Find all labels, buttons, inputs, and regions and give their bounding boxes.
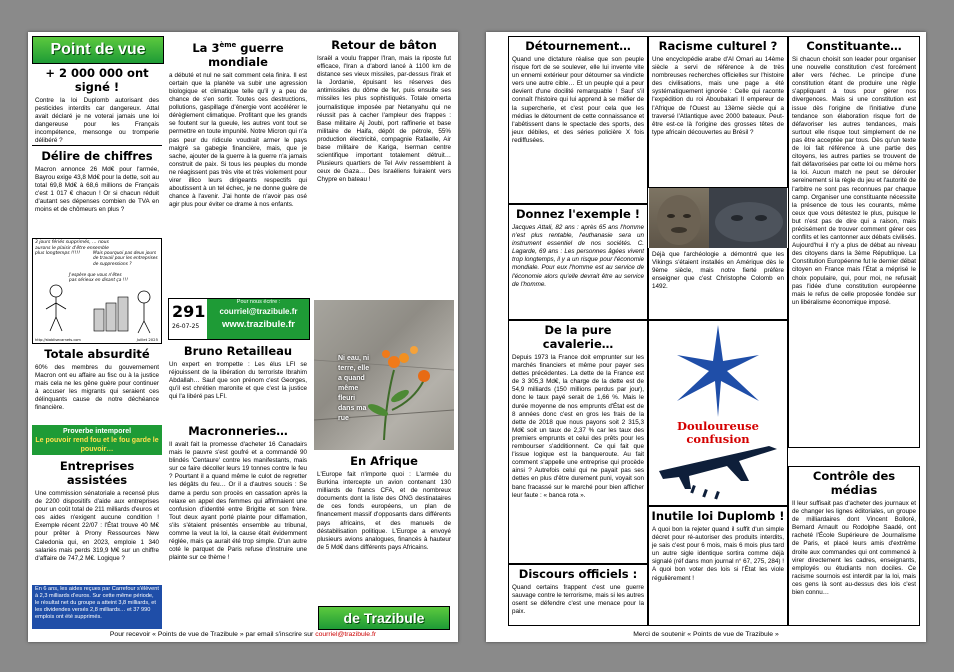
article-retailleau-title: Bruno Retailleau bbox=[183, 344, 293, 358]
article-guerre-body: a débuté et nul ne sait comment cela finira. Il est certain que la planète va subir une agression biologique et climatique telle qu'il y a peu de chance de s'en sortir. Toutes ces destructions, pollutions, gaspillage d'énergie vont accélérer le dérèglement climatique. Profitant que les grands se foutent sur la gueule, les autres vont tout se permettre en toute impunité. Notre Micron qui n'a pas peur du ridicule voudrait armer le pays malgré sa gabegie financière, mais, que je sache, ajouter de la guerre à la guerre n'a jamais construit de paix. Si tous les peuples du monde ne réagissent pas très vite et très violement pour virer illico leurs dirigeants respectifs qui aboutissent à un tel échec, je ne donne guère de chance à l'avenir. J'ai honte de n'avoir pas osé agir plus pour éviter ce drame à nos enfants. bbox=[169, 71, 307, 209]
article-macronneries bbox=[166, 422, 310, 630]
article-afrique-title: En Afrique bbox=[350, 454, 418, 468]
article-baton-body: Israël a voulu frapper l'Iran, mais la riposte fut efficace, l'Iran a d'abord lancé à 1100 km de distance ses vieux missiles, par-dessus l'Irak et la Jordanie, épuisant les réserves des antimissiles du dôme de fer, puis ensuite ses missiles les plus sophistiqués. Totale omerta journalistique imposée par Netanyahu qui ne réussit pas à cacher l'ampleur des frappes : Base militaire Aj Joubi, port raffinerie et base militaire de Haifa, dépôt de pétrole, 55% production électricité, compagnie Rafaelle, Air base militaire de Kariga, Iserman centre scientifique important totalement détruit… Plusieurs quartiers de Tel Aviv ressemblent à ceux de Gaza… Des Israéliens fuiraient vers Chypre en bateau ! bbox=[317, 55, 451, 184]
article-afrique-body: L'Europe fait n'importe quoi : L'armée du Burkina intercepte un avion contenant 130 milliards de francs CFA, et de nombreux documents dont la liste des ONG destinataires de ces fonds européens, un plan de financement massif d'opposants dans différents pays africains, et des manuels de déstabilisation politique. L'Europe a envoyé plusieurs avions analogues, financés à hauteur de 5 Md€ dans différents pays Africains. bbox=[317, 471, 451, 551]
article-detournement-title: Détournement… bbox=[525, 39, 631, 53]
article-medias bbox=[788, 466, 920, 626]
cartoon-drawing bbox=[34, 279, 162, 339]
confusion-drawing bbox=[649, 321, 787, 505]
left-footer-email[interactable]: courriel@trazibule.fr bbox=[315, 631, 377, 638]
article-signatures bbox=[32, 64, 162, 146]
article-duplomb-body: A quoi bon la rejeter quand il suffit d'un simple décret pour ré-autoriser des produits interdits, je sais c'est pour 6 mois, mais 6 mois plus tard un autre sigle identique sortira comme déjà signalé (réf dans mon journal n° 67, 275, 284) ! A quoi bon voter des lois si l'État les viole régulièrement ! bbox=[652, 526, 784, 582]
article-entreprises-title: Entreprises assistées bbox=[59, 459, 135, 487]
article-duplomb bbox=[648, 506, 788, 626]
article-detournement bbox=[508, 36, 648, 204]
article-officiels-body: Quand certains frappent c'est une guerre sauvage contre le terrorisme, mais si les autres osent se défendre c'est une menace pour la paix. bbox=[512, 584, 644, 616]
article-retailleau-body: Un expert en trompette : Les élus LFI se réjouissent de la libération du terroriste Ibrahim Abdallah… Sauf que son prénom c'est Georges, qu'il est chrétien maronite et que c'est la justice qui l'a libéré pas LFI. bbox=[169, 361, 307, 401]
cartoon bbox=[32, 238, 162, 344]
left-footer-text: Pour recevoir « Points de vue de Trazibule » par email s'inscrire sur bbox=[109, 631, 314, 638]
article-detournement-body: Quand une dictature réalise que son peuple risque fort de se soulever, elle lui invente vite un ennemi extérieur pour détourner sa vindicte vers une autre cible… Et un peuple qui a peur devient d'une docilité remarquable ! Sauf s'il connaît l'histoire qui lui apprend à se méfier de la supercherie, et c'est pour cela que les médias le détournent de cette connaissance et l'abêtissent dans le spectacle des sports, des jeux débiles, et des séries policière X fois rediffusées. bbox=[512, 56, 644, 144]
article-officiels-title: Discours officiels : bbox=[518, 567, 638, 581]
article-baton bbox=[314, 36, 454, 298]
left-page bbox=[28, 32, 458, 642]
cartoon-caption-mid: Mais pourquoi pas deux jours de travail pour les entreprises de suppressions ? bbox=[93, 251, 158, 267]
article-officiels bbox=[508, 564, 648, 626]
carrefour-box bbox=[32, 585, 162, 629]
article-exemple-title: Donnez l'exemple ! bbox=[515, 207, 640, 221]
article-retailleau bbox=[166, 342, 310, 422]
article-duplomb-title: Inutile loi Duplomb ! bbox=[651, 509, 785, 523]
issue-info bbox=[168, 298, 310, 340]
article-chiffres bbox=[32, 147, 162, 237]
flower-drawing bbox=[314, 300, 454, 450]
article-medias-body: Il leur suffisait pas d'acheter des journaux et de changer les lignes éditoriales, un groupe de milliardaires dont Vincent Bolloré, Bernard Arnault ou Rodolphe Saadé, ont racheté l'École Supérieure de Journalisme de Paris, et placé leurs amis d'extrême droite aux commandes qui ont commencé à virer directement les cadres, enseignants, employés ou étudiants non dociles. Ce racisme sournois est interdit par la loi, mais ces gens là sont au-dessus des lois c'est bien connu… bbox=[792, 500, 916, 597]
article-racisme bbox=[648, 36, 788, 188]
article-macronneries-body: Il avait fait la promesse d'acheter 16 Canadairs mais le pauvre s'est goufré et a commandé 90 blindés 'Centaure' contre les manifestants, mais sur ce faire décoller leurs 19 tonnes contre le feu ? Pourtant il a quand même le culot de regretter les dégâts du feu… Or il a d'autres soucis : Se dame a perdu son procès en cassation après la relaxe en appel des femmes qui affirmaient une confusion d'identité entre Brigitte et son frère. Tout deux ayant porté plainte pour diffamation, s'ils s'étaient présentés ensemble au tribunal, comme la veut la loi, la cause était évidemment réglée, mais ça aurait été trop simple. D'un autre coté le parquet de Paris refuse d'instruire une plainte sur ce thème ! bbox=[169, 441, 307, 562]
article-cavalerie-title: De la pure cavalerie… bbox=[542, 323, 614, 351]
article-guerre-title: La 3ème guerre mondiale bbox=[192, 40, 284, 69]
article-constituante bbox=[788, 36, 920, 448]
article-chiffres-body: Macron annonce 26 Md€ pour l'armée, Bayrou exige 43,8 Md€ pour la dette, soit au total 69,8 Md€ à 68,6 millions de Français c'est 1 017 € chacun ! Or si chacun réduit d'autant ses dépenses combien de TVA en moins et de chômeurs en plus ? bbox=[35, 166, 159, 214]
article-macronneries-title: Macronneries… bbox=[188, 424, 288, 438]
cartoon-date: Juillet 2025 bbox=[136, 337, 158, 342]
article-archeologie-body: Déjà que l'archéologie a démontré que les Vikings s'étaient installés en Amérique dès le 9ème siècle, mais notre fierté préfère enseigner que c'est Christophe Colomb en 1492. bbox=[652, 251, 784, 291]
article-guerre bbox=[166, 36, 310, 296]
website-link[interactable]: www.trazibule.fr bbox=[221, 319, 296, 330]
write-to-label: Pour nous écrire : bbox=[236, 299, 281, 305]
article-racisme-body: Une encyclopédie arabe d'Al Omari au 14ème siècle a servi de référence à de très nombreuses recherches officielles sur l'histoire des civilisations, mais une page a été systématiquement ignorée : Celle qui raconte l'expédition du roi Aboubakari II empereur de l'Afrique de l'Ouest au 13ème siècle qui a traversé l'Atlantique avec 2000 bateaux. Peut-être est-ce là l'origine des grosses têtes de type africain découvertes au Brésil ? bbox=[652, 56, 784, 136]
article-constituante-body: Si chacun choisit son leader pour organiser une nouvelle constitution c'est forcément aller vers l'échec. Le principe d'une constitution étant de produire une règle s'appliquant à tous pour gérer nos divergences. Mais si une constitution est issue dès l'origine de l'initiative d'une tendance son élaboration risque fort de défavoriser les autres tendances, mais surtout elle risque tout simplement de ne pas être acceptée par tous. Dès qu'un texte de loi fait référence à une partie des citoyens, les autres parties se trouvent de fait défavorisées par cette loi ou même hors la loi. Aucun match ne peut se dérouler sereinement si la règle du jeu et l'autorité de l'arbitre ne sont pas reconnues par chaque camp. Organiser une constituante nécessite la présence de tous les courants, même ceux que vous détestez le plus, puisque le but n'est pas de dire qui a raison, mais précisément de trouver comment gérer ces conflits et les cantonner aux débats civilisés. Aujourd'hui il n'y a plus de débat au niveau des citoyens dans la 3ème République. La Constitution Européenne fut le dernier débat citoyen en France mais l'État a méprisé le choix populaire, qui, pour moi, ne refusait pas l'idée d'une constitution européenne mais le refus de celle proposée fondée sur un libéralisme économique imposé. bbox=[792, 56, 916, 306]
article-exemple bbox=[508, 204, 648, 320]
article-cavalerie bbox=[508, 320, 648, 564]
confusion-illustration bbox=[648, 320, 788, 506]
article-absurdite-body: 60% des membres du gouvernement Macron ont eu affaire au fisc ou à la justice mais cela ne les gêne guère pour continuer à accuser les migrants qui seraient ces délinquants cause de notre déchéance financière. bbox=[35, 364, 159, 412]
olmec-photo bbox=[649, 188, 787, 248]
article-racisme-title: Racisme culturel ? bbox=[658, 39, 778, 53]
article-signatures-title: + 2 000 000 ont signé ! bbox=[45, 66, 149, 94]
article-absurdite-title: Totale absurdité bbox=[44, 347, 150, 361]
right-footer: Merci de soutenir « Points de vue de Trazibule » bbox=[633, 631, 779, 638]
cartoon-caption-top: 3 jours fériés supprimés, … nous aurons le plaisir d'être ensemble plus longtemps !!!!! bbox=[35, 240, 109, 256]
article-entreprises-body: Une commission sénatoriale a recensé plus de 2200 dispositifs d'aide aux entreprises pour un coût total de 211 milliards d'euros et ces aides n'exigent aucune condition ! Exemple récent 22/07 : l'État trouve 40 M€ pour prêter à Prony Ressources New Caledonia qui, en 2023, emploie 1 340 salariés mais perds 319,9 M€ sur un chiffre d'affaire de 747,2 M€. Logique ? bbox=[35, 490, 159, 562]
article-cavalerie-body: Depuis 1973 la France doit emprunter sur les marchés financiers et même pour payer ses dettes précédentes. La dette de la France est de 3 305,3 Md€, la charge de la dette est de 54,9 milliards (150 millions perdus par jour), donc le taux payé serait de 1,66 %. Mais le durée moyenne de nos emprunts d'État est de 8 années donc c'est en gros les frais de la dette de 2018 que nous payons soit 2 315,3 Md€ soit un taux de 2,37 % car les taux des premiers emprunts et celui des prêts pour les rembourser s'additionnent. Ce qui fait que l'issue logique est la banqueroute. Au fait comment s'appelle une entreprise qui procède ainsi ? Autrefois celui qui ne payait pas ses dettes en plus d'être durement puni, voyait son banc fracassé sur le marché pour bien afficher leur faute : « banca rota ». bbox=[512, 354, 644, 499]
article-afrique bbox=[314, 452, 454, 602]
article-exemple-body: Jacques Attali, 82 ans : après 65 ans l'homme n'est plus rentable, l'euthanasie sera un instrument essentiel de nos sociétés. C. Lagarde, 69 ans : Les personnes âgées vivent trop longtemps, il y a un risque pour l'économie mondiale. Pour eux l'homme est au service de l'économie alors qu'elle devrait être au service de l'homme. bbox=[512, 224, 644, 288]
contact-panel bbox=[207, 299, 310, 339]
flower-caption: Ni eau, ni terre, elle a quand même fleuri dans ma rue bbox=[338, 355, 370, 422]
trazibule-banner: de Trazibule bbox=[318, 606, 450, 630]
proverbe-band bbox=[32, 425, 162, 455]
article-chiffres-title: Délire de chiffres bbox=[41, 149, 153, 163]
issue-number: 291 bbox=[172, 302, 206, 321]
contact-email[interactable]: courriel@trazibule.fr bbox=[219, 307, 298, 316]
issue-date: 26-07-25 bbox=[172, 323, 200, 330]
flower-photo bbox=[314, 300, 454, 450]
article-entreprises bbox=[32, 457, 162, 583]
confusion-title: Douloureuse confusion bbox=[677, 419, 759, 446]
article-baton-title: Retour de bâton bbox=[331, 38, 437, 52]
carrefour-body: En 6 ans, les aides reçues par Carrefour s'élèvent à 2,3 milliards d'euros. Sur cette même période, le résultat net du groupe a atteint 3,8 milliards, et les dividendes versés 2,8 milliards… et 37 990 emplois ont été supprimés. bbox=[35, 586, 159, 620]
cartoon-caption-bottom: J'espère que vous n'êtes pas sérieux en disant ça !!! bbox=[69, 273, 128, 284]
proverbe-line2: Le pouvoir rend fou et le fou garde le pouvoir… bbox=[35, 437, 159, 453]
left-footer bbox=[28, 631, 458, 638]
article-absurdite bbox=[32, 345, 162, 425]
article-medias-title: Contrôle des médias bbox=[812, 469, 896, 497]
article-archeologie bbox=[648, 248, 788, 320]
right-page bbox=[486, 32, 926, 642]
article-signatures-body: Contre la loi Duplomb autorisant des pesticides interdits car dangereux. Attal avait déclaré je ne voterai jamais une loi dangereuse pour les Français incompétence, mensonge ou tromperie délibéré ? bbox=[35, 97, 159, 145]
proverbe-line1: Proverbe intemporel bbox=[62, 428, 132, 435]
olmec-drawing bbox=[649, 188, 787, 248]
article-constituante-title: Constituante… bbox=[806, 39, 902, 53]
point-de-vue-banner: Point de vue bbox=[32, 36, 164, 64]
cartoon-credit: http://stablisecarnets.com bbox=[35, 338, 81, 342]
